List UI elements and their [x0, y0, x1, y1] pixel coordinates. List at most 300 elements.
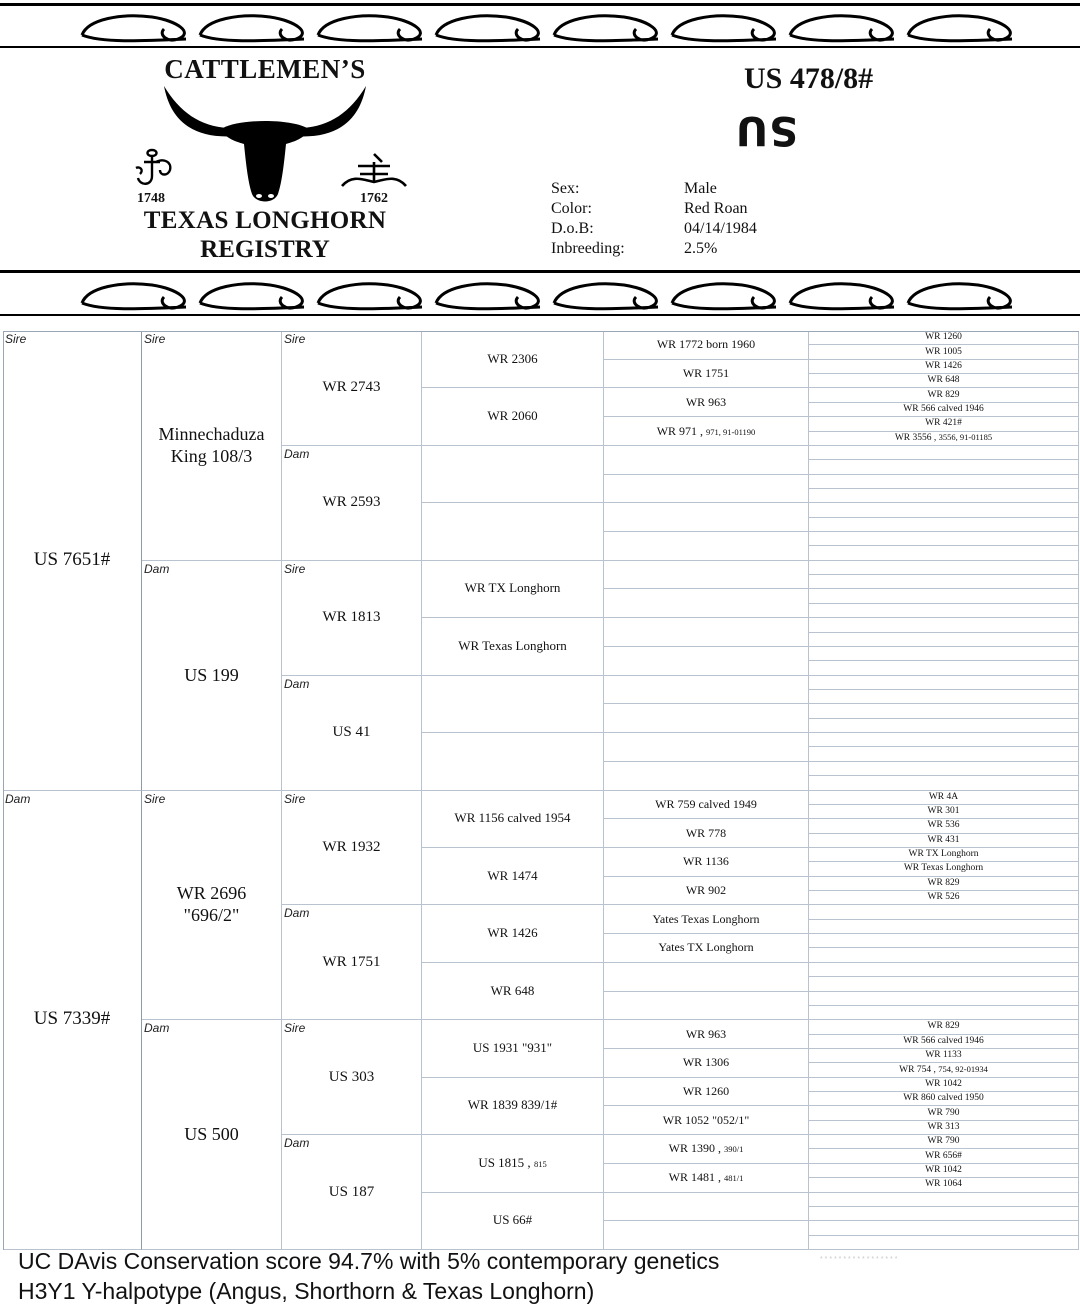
ancestor-name — [604, 1142, 808, 1156]
pedigree-cell-gen6 — [809, 977, 1079, 991]
ancestor-name — [809, 1079, 1078, 1090]
pedigree-cell-gen5 — [604, 1106, 809, 1135]
pedigree-cell-gen6 — [809, 1063, 1079, 1077]
pedigree-cell-gen6 — [809, 934, 1079, 948]
ancestor-main-name: WR 536 — [927, 820, 960, 831]
ancestor-main-name: WR 860 calved 1950 — [903, 1093, 984, 1104]
pedigree-cell-gen6 — [809, 992, 1079, 1006]
pedigree-cell-gen4 — [422, 905, 604, 962]
sire-tag: Sire — [284, 1021, 306, 1036]
ancestor-main-name: WR 829 — [927, 877, 960, 888]
ancestor-name — [809, 878, 1078, 889]
registration-number: US 478/8# — [744, 62, 874, 95]
ancestor-main-name: WR 1133 — [925, 1050, 962, 1061]
pedigree-cell-gen6 — [809, 963, 1079, 977]
pedigree-cell-gen6 — [809, 446, 1079, 460]
pedigree-cell-gen6 — [809, 920, 1079, 934]
pedigree-cell-gen6 — [809, 618, 1079, 632]
pedigree-cell-gen5 — [604, 1135, 809, 1164]
ancestor-main-name: WR 1042 — [925, 1165, 962, 1176]
sire-tag: Sire — [144, 791, 166, 806]
pedigree-cell-gen4 — [422, 963, 604, 1020]
dob-value: 04/14/1984 — [684, 220, 757, 237]
ancestor-name: WR 1932 — [322, 838, 381, 855]
ancestor-main-name: WR 4A — [928, 791, 959, 802]
ancestor-main-name: WR 566 calved 1946 — [903, 403, 984, 414]
pedigree-cell-gen5 — [604, 1049, 809, 1078]
ancestor-main-name: WR 790 — [927, 1136, 960, 1147]
ancestor-main-name: WR 754 , — [899, 1064, 939, 1075]
pedigree-cell-gen2 — [142, 791, 282, 1021]
ancestor-name — [809, 1036, 1078, 1047]
pedigree-cell-gen6 — [809, 331, 1079, 345]
ancestor-main-name: WR 313 — [927, 1121, 960, 1132]
sex-label: Sex: — [551, 180, 580, 197]
ancestor-main-name: WR 2060 — [487, 408, 538, 424]
pedigree-cell-gen1 — [3, 791, 142, 1251]
ancestor-name — [809, 806, 1078, 817]
ancestor-main-name: WR TX Longhorn — [464, 580, 561, 596]
pedigree-cell-gen6 — [809, 432, 1079, 446]
ancestor-alt-number: 3556, 91-01185 — [938, 431, 993, 442]
pedigree-cell-gen6 — [809, 877, 1079, 891]
pedigree-cell-gen3 — [282, 905, 422, 1020]
ancestor-main-name: WR 431 — [927, 834, 960, 845]
pedigree-cell-gen6 — [809, 1221, 1079, 1235]
ancestor-name — [422, 926, 603, 941]
ancestor-name — [422, 581, 603, 596]
ancestor-main-name: WR 963 — [685, 394, 727, 409]
pedigree-cell-gen4 — [422, 848, 604, 905]
pedigree-cell-gen5 — [604, 475, 809, 504]
color-value: Red Roan — [684, 200, 748, 217]
pedigree-cell-gen6 — [809, 719, 1079, 733]
ancestor-main-name: WR 1772 born 1960 — [656, 337, 756, 352]
pedigree-cell-gen4 — [422, 446, 604, 503]
ancestor-main-name: WR 1052 "052/1" — [662, 1112, 750, 1127]
sire-tag: Sire — [144, 332, 166, 346]
pedigree-cell-gen5 — [604, 1193, 809, 1222]
ancestor-name: US 500 — [184, 1124, 239, 1145]
y-haplotype: H3Y1 Y-halpotype (Angus, Shorthorn & Texas Longhorn) — [18, 1278, 595, 1304]
ancestor-name — [604, 913, 808, 927]
pedigree-cell-gen6 — [809, 589, 1079, 603]
ancestor-name — [809, 375, 1078, 386]
pedigree-cell-gen6 — [809, 575, 1079, 589]
pedigree-cell-gen4 — [422, 331, 604, 388]
ancestor-main-name: WR 902 — [685, 883, 727, 898]
pedigree-cell-gen4 — [422, 791, 604, 848]
pedigree-cell-gen6 — [809, 690, 1079, 704]
pedigree-cell-gen1 — [3, 331, 142, 791]
ancestor-name — [809, 1050, 1078, 1061]
ancestor-name: WR 1751 — [322, 953, 381, 970]
pedigree-cell-gen3 — [282, 446, 422, 561]
ancestor-name — [604, 1171, 808, 1185]
ancestor-name — [809, 820, 1078, 831]
ancestor-name — [422, 1156, 603, 1171]
pedigree-cell-gen5 — [604, 676, 809, 705]
pedigree-cell-gen4 — [422, 1020, 604, 1077]
pedigree-cell-gen3 — [282, 331, 422, 446]
ancestor-name — [809, 361, 1078, 372]
ancestor-name — [604, 1085, 808, 1099]
pedigree-cell-gen3 — [282, 561, 422, 676]
pedigree-cell-gen6 — [809, 1121, 1079, 1135]
pedigree-cell-gen6 — [809, 403, 1079, 417]
pedigree-cell-gen6 — [809, 733, 1079, 747]
pedigree-cell-gen4 — [422, 676, 604, 733]
ancestor-name: US 199 — [184, 664, 239, 685]
ancestor-main-name: WR 1156 calved 1954 — [454, 810, 571, 826]
dam-tag: Dam — [284, 446, 310, 461]
pedigree-chart — [3, 331, 1079, 1250]
ancestor-main-name: WR 1426 — [487, 925, 538, 941]
ancestor-name — [809, 863, 1078, 874]
pedigree-cell-gen5 — [604, 1020, 809, 1049]
pedigree-cell-gen6 — [809, 862, 1079, 876]
pedigree-cell-gen6 — [809, 1020, 1079, 1034]
pedigree-cell-gen4 — [422, 388, 604, 445]
ancestor-name — [809, 1108, 1078, 1119]
pedigree-cell-gen5 — [604, 819, 809, 848]
pedigree-cell-gen6 — [809, 819, 1079, 833]
ancestor-main-name: WR 1481 , — [668, 1170, 724, 1185]
pedigree-cell-gen6 — [809, 1193, 1079, 1207]
ancestor-name — [604, 855, 808, 869]
dam-tag: Dam — [284, 1136, 310, 1151]
ancestor-main-name: Yates TX Longhorn — [658, 940, 754, 955]
pedigree-cell-gen6 — [809, 374, 1079, 388]
ancestor-main-name: WR 3556 , — [894, 432, 939, 443]
pedigree-cell-gen6 — [809, 1078, 1079, 1092]
header-rule-upper — [0, 46, 1080, 48]
pedigree-cell-gen6 — [809, 905, 1079, 919]
pedigree-cell-gen4 — [422, 561, 604, 618]
pedigree-cell-gen6 — [809, 503, 1079, 517]
ancestor-main-name: WR 421# — [925, 418, 962, 429]
dob-label: D.o.B: — [551, 220, 594, 237]
ancestor-name — [604, 827, 808, 841]
ancestor-main-name: Yates Texas Longhorn — [652, 911, 760, 926]
pedigree-cell-gen6 — [809, 460, 1079, 474]
pedigree-cell-gen6 — [809, 1006, 1079, 1020]
bottom-rule — [0, 314, 1080, 316]
ancestor-name: King 108/3 — [170, 445, 253, 466]
ancestor-main-name: WR 1474 — [487, 867, 538, 883]
pedigree-cell-gen2 — [142, 331, 282, 561]
pedigree-cell-gen5 — [604, 848, 809, 877]
pedigree-cell-gen5 — [604, 963, 809, 992]
pedigree-cell-gen6 — [809, 532, 1079, 546]
pedigree-cell-gen6 — [809, 388, 1079, 402]
ancestor-name — [809, 792, 1078, 803]
ancestor-name — [809, 1021, 1078, 1032]
sire-tag: Sire — [284, 561, 306, 576]
pedigree-cell-gen6 — [809, 834, 1079, 848]
ancestor-main-name: WR Texas Longhorn — [903, 863, 984, 874]
year-right: 1762 — [360, 191, 388, 206]
ancestor-alt-number: 481/1 — [723, 1173, 744, 1184]
ancestor-main-name: WR 778 — [685, 825, 727, 840]
ancestor-name: WR 2593 — [322, 494, 381, 511]
ancestor-main-name: WR 1390 , — [668, 1141, 724, 1156]
ancestor-name — [809, 418, 1078, 429]
pedigree-cell-gen5 — [604, 905, 809, 934]
faint-footnote: * * * * * * * * * * * * * * * * * — [820, 1256, 898, 1263]
ancestor-name — [422, 1098, 603, 1113]
color-label: Color: — [551, 200, 592, 217]
ancestor-alt-number: 815 — [533, 1158, 547, 1169]
pedigree-cell-gen6 — [809, 1049, 1079, 1063]
sire-tag: Sire — [284, 791, 306, 806]
brand-left-icon — [130, 146, 176, 192]
dam-tag: Dam — [5, 791, 31, 806]
ancestor-main-name: WR 971 , — [656, 423, 707, 438]
ancestor-main-name: WR 648 — [927, 375, 960, 386]
pedigree-cell-gen6 — [809, 891, 1079, 905]
pedigree-cell-gen5 — [604, 388, 809, 417]
ancestor-name — [809, 1165, 1078, 1176]
pedigree-cell-gen5 — [604, 934, 809, 963]
ancestor-main-name: US 66# — [492, 1212, 533, 1228]
pedigree-cell-gen4 — [422, 1135, 604, 1192]
ancestor-main-name: WR 526 — [927, 892, 960, 903]
pedigree-cell-gen6 — [809, 345, 1079, 359]
pedigree-cell-gen6 — [809, 848, 1079, 862]
ancestor-main-name: WR 963 — [685, 1026, 727, 1041]
dam-tag: Dam — [144, 561, 170, 576]
dam-tag: Dam — [284, 906, 310, 921]
ancestor-alt-number: 754, 92-01934 — [938, 1063, 988, 1074]
pedigree-cell-gen5 — [604, 1164, 809, 1193]
pedigree-cell-gen5 — [604, 791, 809, 820]
pedigree-cell-gen3 — [282, 676, 422, 791]
ancestor-name: Minnechaduza — [158, 423, 265, 444]
ancestor-name — [809, 1093, 1078, 1104]
ancestor-name — [604, 1056, 808, 1070]
ancestor-main-name: WR 2306 — [487, 350, 538, 366]
pedigree-cell-gen6 — [809, 546, 1079, 560]
pedigree-cell-gen5 — [604, 733, 809, 762]
ancestor-name — [604, 338, 808, 352]
ancestor-name — [604, 941, 808, 955]
pedigree-cell-gen4 — [422, 618, 604, 675]
pedigree-cell-gen6 — [809, 791, 1079, 805]
ancestor-name — [809, 404, 1078, 415]
brand-right-icon — [338, 152, 410, 192]
ancestor-name: US 41 — [332, 724, 371, 741]
ancestor-name — [604, 1114, 808, 1128]
pedigree-cell-gen6 — [809, 1207, 1079, 1221]
ancestor-name — [422, 409, 603, 424]
pedigree-cell-gen6 — [809, 489, 1079, 503]
ancestor-name — [604, 425, 808, 439]
ancestor-name — [422, 639, 603, 654]
pedigree-cell-gen3 — [282, 1135, 422, 1250]
ancestor-name — [809, 892, 1078, 903]
ancestor-name — [604, 1028, 808, 1042]
brand-mark: SU — [734, 107, 798, 153]
ancestor-alt-number: 971, 91-01190 — [706, 426, 756, 437]
pedigree-cell-gen5 — [604, 331, 809, 360]
pedigree-cell-gen6 — [809, 1149, 1079, 1163]
pedigree-cell-gen5 — [604, 647, 809, 676]
pedigree-cell-gen6 — [809, 1178, 1079, 1192]
pedigree-cell-gen4 — [422, 503, 604, 560]
ancestor-name — [422, 984, 603, 999]
ancestor-main-name: WR 1042 — [925, 1078, 962, 1089]
ancestor-name: US 7651# — [33, 548, 111, 570]
ancestor-main-name: WR 1839 839/1# — [467, 1097, 558, 1113]
ancestor-name — [422, 1213, 603, 1228]
pedigree-cell-gen2 — [142, 561, 282, 791]
pedigree-cell-gen5 — [604, 561, 809, 590]
pedigree-cell-gen5 — [604, 704, 809, 733]
ancestor-main-name: WR 1136 — [683, 854, 729, 869]
pedigree-cell-gen5 — [604, 992, 809, 1021]
pedigree-cell-gen6 — [809, 661, 1079, 675]
scroll-border-top-icon — [0, 9, 1080, 45]
ancestor-name: WR 2696 — [176, 883, 247, 904]
ancestor-name — [809, 1179, 1078, 1190]
ancestor-name — [809, 347, 1078, 358]
ancestor-name — [604, 884, 808, 898]
ancestor-main-name: WR 1064 — [925, 1179, 962, 1190]
ancestor-name: US 7339# — [33, 1008, 111, 1030]
ancestor-main-name: WR 648 — [490, 982, 535, 998]
ancestor-name — [422, 1041, 603, 1056]
ancestor-main-name: WR 1306 — [682, 1055, 730, 1070]
pedigree-cell-gen5 — [604, 1221, 809, 1250]
inbreeding-value: 2.5% — [684, 240, 718, 257]
ancestor-main-name: WR 829 — [927, 389, 960, 400]
pedigree-cell-gen6 — [809, 518, 1079, 532]
pedigree-cell-gen6 — [809, 1135, 1079, 1149]
pedigree-cell-gen5 — [604, 446, 809, 475]
ancestor-main-name: WR 566 calved 1946 — [903, 1035, 984, 1046]
registry-subtitle-2: REGISTRY — [200, 236, 330, 263]
conservation-score: UC DAvis Conservation score 94.7% with 5% contemporary genetics — [18, 1248, 720, 1274]
ancestor-main-name: US 1815 , — [478, 1154, 534, 1170]
dam-tag: Dam — [144, 1021, 170, 1036]
pedigree-cell-gen6 — [809, 1236, 1079, 1250]
pedigree-cell-gen3 — [282, 791, 422, 906]
top-rule — [0, 3, 1080, 6]
ancestor-main-name: US 1931 "931" — [472, 1039, 553, 1055]
dam-tag: Dam — [284, 676, 310, 691]
registry-subtitle-1: TEXAS LONGHORN — [143, 207, 387, 234]
ancestor-name — [809, 1065, 1078, 1076]
pedigree-cell-gen6 — [809, 1035, 1079, 1049]
ancestor-name: US 187 — [328, 1183, 375, 1200]
ancestor-name — [809, 1136, 1078, 1147]
ancestor-main-name: WR 1751 — [682, 366, 730, 381]
pedigree-cell-gen6 — [809, 647, 1079, 661]
pedigree-cell-gen5 — [604, 1078, 809, 1107]
ancestor-name — [809, 332, 1078, 343]
pedigree-cell-gen5 — [604, 877, 809, 906]
pedigree-cell-gen2 — [142, 1020, 282, 1250]
pedigree-cell-gen6 — [809, 676, 1079, 690]
pedigree-cell-gen4 — [422, 1193, 604, 1250]
ancestor-name — [422, 811, 603, 826]
pedigree-cell-gen6 — [809, 561, 1079, 575]
pedigree-cell-gen6 — [809, 776, 1079, 790]
pedigree-cell-gen6 — [809, 1092, 1079, 1106]
sire-tag: Sire — [5, 332, 27, 346]
ancestor-name — [604, 396, 808, 410]
pedigree-cell-gen5 — [604, 360, 809, 389]
pedigree-cell-gen5 — [604, 589, 809, 618]
pedigree-cell-gen6 — [809, 633, 1079, 647]
ancestor-main-name: WR Texas Longhorn — [458, 637, 567, 653]
ancestor-main-name: WR 301 — [927, 806, 960, 817]
pedigree-cell-gen6 — [809, 417, 1079, 431]
pedigree-cell-gen5 — [604, 532, 809, 561]
pedigree-cell-gen4 — [422, 1078, 604, 1135]
ancestor-main-name: WR 790 — [927, 1107, 960, 1118]
ancestor-name — [809, 849, 1078, 860]
pedigree-cell-gen6 — [809, 475, 1079, 489]
ancestor-name: WR 2743 — [322, 379, 381, 396]
ancestor-name: "696/2" — [183, 905, 240, 926]
year-left: 1748 — [137, 191, 165, 206]
ancestor-main-name: WR TX Longhorn — [908, 849, 979, 860]
pedigree-cell-gen6 — [809, 1106, 1079, 1120]
sex-value: Male — [684, 180, 717, 197]
pedigree-cell-gen6 — [809, 1164, 1079, 1178]
ancestor-name — [604, 367, 808, 381]
pedigree-cell-gen6 — [809, 704, 1079, 718]
ancestor-main-name: WR 1005 — [925, 346, 962, 357]
pedigree-cell-gen4 — [422, 733, 604, 790]
registry-title: CATTLEMEN’S — [164, 54, 366, 84]
pedigree-cell-gen6 — [809, 604, 1079, 618]
scroll-border-bottom-icon — [0, 277, 1080, 313]
pedigree-cell-gen6 — [809, 948, 1079, 962]
pedigree-cell-gen5 — [604, 417, 809, 446]
pedigree-cell-gen3 — [282, 1020, 422, 1135]
ancestor-name: US 303 — [328, 1068, 375, 1085]
ancestor-main-name: WR 829 — [927, 1021, 960, 1032]
ancestor-alt-number: 390/1 — [723, 1144, 744, 1155]
ancestor-main-name: WR 1260 — [682, 1084, 730, 1099]
ancestor-main-name: WR 1426 — [925, 360, 962, 371]
pedigree-cell-gen6 — [809, 762, 1079, 776]
pedigree-cell-gen5 — [604, 762, 809, 791]
ancestor-name — [809, 1122, 1078, 1133]
ancestor-name — [422, 869, 603, 884]
ancestor-name: WR 1813 — [322, 609, 381, 626]
sire-tag: Sire — [284, 332, 306, 346]
pedigree-cell-gen6 — [809, 805, 1079, 819]
pedigree-cell-gen5 — [604, 618, 809, 647]
ancestor-name — [809, 1151, 1078, 1162]
ancestor-name — [809, 390, 1078, 401]
ancestor-main-name: WR 1260 — [925, 332, 962, 343]
pedigree-cell-gen6 — [809, 747, 1079, 761]
registry-header — [0, 0, 1080, 330]
header-rule-lower — [0, 270, 1080, 273]
inbreeding-label: Inbreeding: — [551, 240, 625, 257]
ancestor-main-name: WR 656# — [925, 1150, 962, 1161]
pedigree-cell-gen5 — [604, 503, 809, 532]
ancestor-name — [809, 433, 1078, 444]
ancestor-name — [604, 798, 808, 812]
ancestor-main-name: WR 759 calved 1949 — [655, 796, 757, 811]
pedigree-cell-gen6 — [809, 360, 1079, 374]
